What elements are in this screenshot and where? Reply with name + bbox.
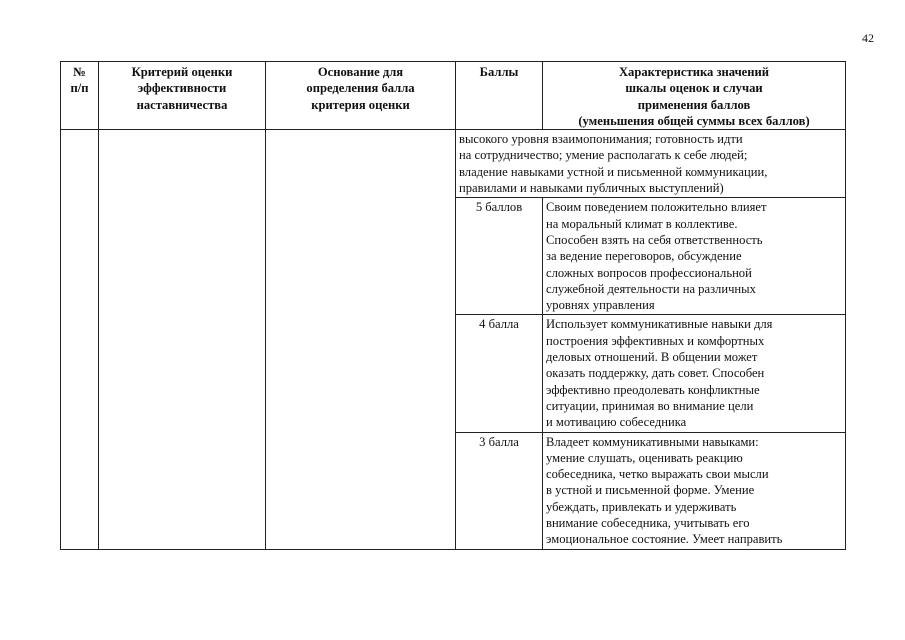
description-cell: Своим поведением положительно влияет на моральный климат в коллективе. Способен взять на себя ответственность за ведение переговоров, обсуждение сложных вопросов профессиональной служебной деятельности на различных уровнях управления	[543, 198, 846, 315]
header-score: Баллы	[456, 62, 543, 130]
score-cell: 3 балла	[456, 432, 543, 549]
header-basis: Основание для определения балла критерия оценки	[266, 62, 456, 130]
continuation-text: высокого уровня взаимопонимания; готовность идти на сотрудничество; умение располагать к себе людей; владение навыками устной и письменной коммуникации, правилами и навыками публичных выступлений)	[456, 130, 846, 198]
description-cell: Владеет коммуникативными навыками: умение слушать, оценивать реакцию собеседника, четко выражать свои мысли в устной и письменной форме. Умение убеждать, привлекать и удерживать внимание собеседника, учитывать его эмоциональное состояние. Умеет направить	[543, 432, 846, 549]
header-description: Характеристика значений шкалы оценок и случаи применения баллов (уменьшения общей суммы всех баллов)	[543, 62, 846, 130]
table-header-row	[61, 62, 846, 130]
header-number: № п/п	[61, 62, 99, 130]
description-cell: Использует коммуникативные навыки для построения эффективных и комфортных деловых отношений. В общении может оказать поддержку, дать совет. Способен эффективно преодолевать конфликтные ситуации, принимая во внимание цели и мотивацию собеседника	[543, 315, 846, 432]
score-cell: 5 баллов	[456, 198, 543, 315]
cell-criterion-empty	[99, 130, 266, 549]
cell-basis-empty	[266, 130, 456, 549]
score-cell: 4 балла	[456, 315, 543, 432]
criteria-table	[60, 61, 846, 550]
page-number: 42	[862, 31, 874, 45]
header-criterion: Критерий оценки эффективности наставничества	[99, 62, 266, 130]
cell-number-empty	[61, 130, 99, 549]
continuation-row	[61, 130, 846, 198]
